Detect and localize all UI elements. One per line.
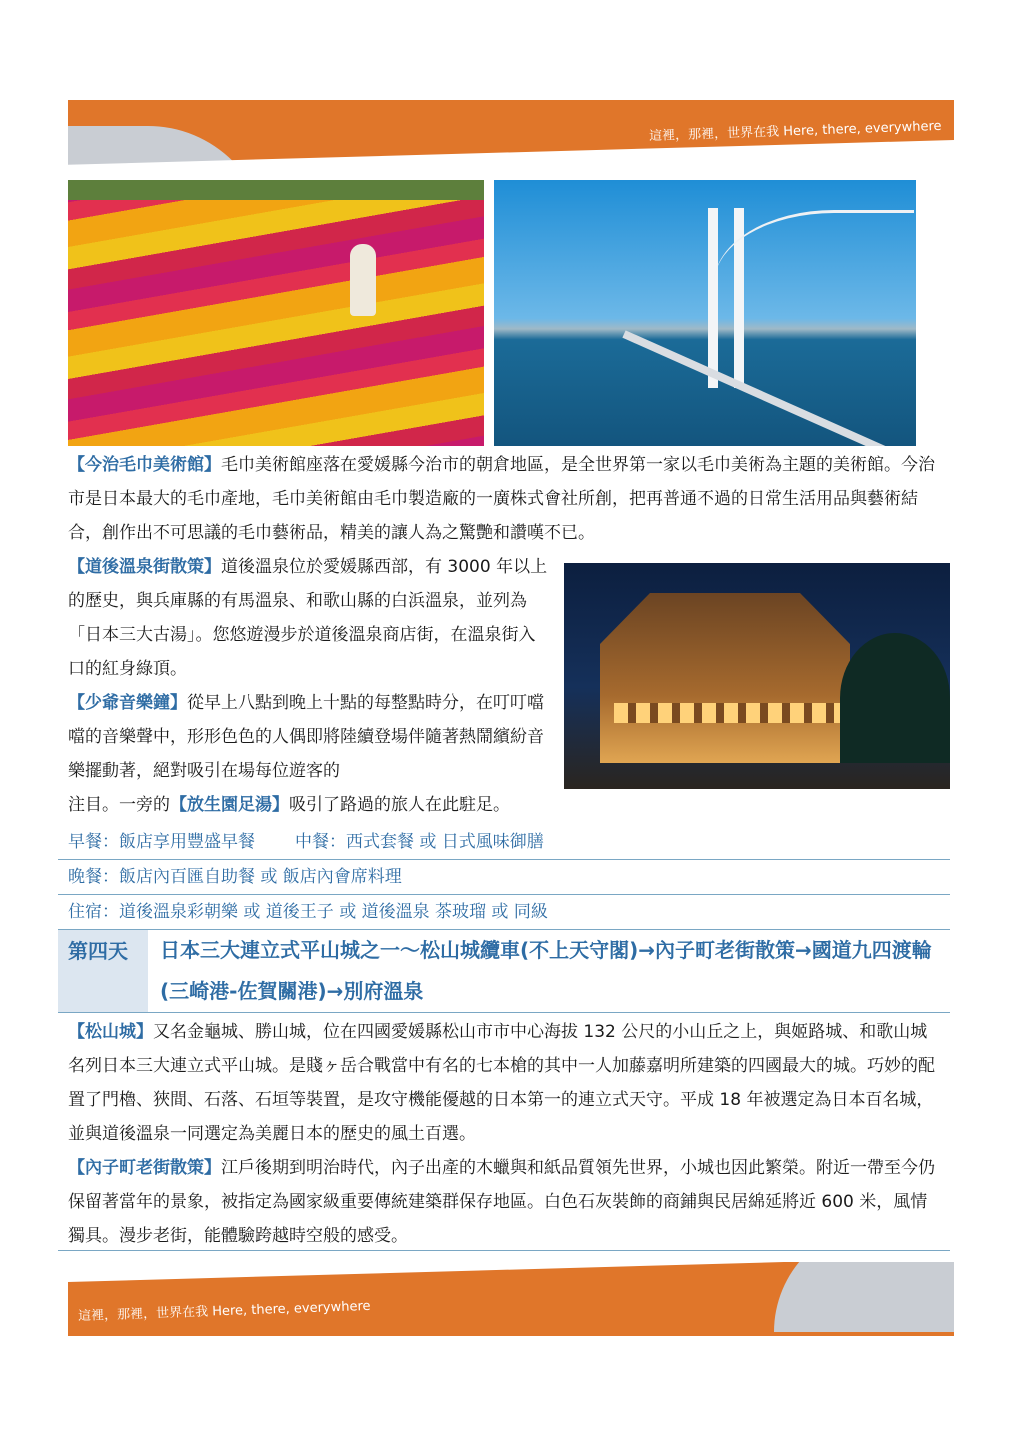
matsuyama-title: 【松山城】 (68, 1022, 153, 1042)
matsuyama-paragraph (68, 1015, 942, 1253)
breakfast: 早餐：飯店享用豐盛早餐 (68, 832, 255, 852)
botchan-clock-title: 【少爺音樂鐘】 (68, 693, 187, 713)
section-divider (58, 1250, 950, 1251)
day4-label: 第四天 (58, 930, 148, 1012)
botchan-clock-body: 從早上八點到晚上十點的每整點時分，在叮叮噹噹的音樂聲中，形形色色的人偶即將陸續登場伴隨著熱鬧繽紛音樂擺動著，絕對吸引在場每位遊客的 (68, 693, 544, 781)
header-tagline: 這裡，那裡，世界在我 Here, there, everywhere (649, 118, 943, 145)
footbath-paragraph (68, 788, 942, 822)
hotel: 住宿：道後溫泉彩朝樂 或 道後王子 或 道後溫泉 茶玻瑠 或 同級 (68, 902, 548, 922)
day4-header (58, 930, 950, 1013)
dogo-body: 道後溫泉位於愛媛縣西部，有 3000 年以上的歷史，與兵庫縣的有馬溫泉、和歌山縣的白浜溫泉，並列為「日本三大古湯」。您悠遊漫步於道後溫泉商店街，在溫泉街入口的紅身綠頂。 (68, 557, 548, 679)
towel-museum-title: 【今治毛巾美術館】 (68, 455, 221, 475)
dogo-paragraph (68, 550, 550, 788)
footer-grey-shape (774, 1262, 954, 1332)
towel-museum-paragraph (68, 448, 942, 550)
header-banner (68, 100, 954, 170)
towel-museum-flower-photo (68, 180, 484, 446)
footer-tagline: 這裡，那裡，世界在我 Here, there, everywhere (77, 1298, 371, 1325)
meal-row-1 (58, 825, 950, 860)
footbath-title: 【放生園足湯】 (170, 795, 289, 815)
lunch: 中餐：西式套餐 或 日式風味御膳 (295, 832, 544, 852)
hotel-row (58, 895, 950, 930)
footbath-pre: 注目。一旁的 (68, 795, 170, 815)
towel-museum-body: 毛巾美術館座落在愛媛縣今治市的朝倉地區，是全世界第一家以毛巾美術為主題的美術館。今治市是日本最大的毛巾產地，毛巾美術館由毛巾製造廠的一廣株式會社所創，把再普通不過的日常生活用品與藝術結合，創作出不可思議的毛巾藝術品，精美的讓人為之驚艷和讚嘆不已。 (68, 455, 935, 543)
day4-title: 日本三大連立式平山城之一～松山城纜車(不上天守閣)→內子町老街散策→國道九四渡輪(三崎港-佐賀關港)→別府溫泉 (160, 938, 932, 1003)
uchiko-body: 江戶後期到明治時代，內子出產的木蠟與和紙品質領先世界，小城也因此繁榮。附近一帶至今仍保留著當年的景象，被指定為國家級重要傳統建築群保存地區。白色石灰裝飾的商鋪與民居綿延將近 600 米，風情獨具。漫步老街，能體驗跨越時空般的感受。 (68, 1158, 935, 1246)
footbath-post: 吸引了路過的旅人在此駐足。 (289, 795, 510, 815)
matsuyama-body: 又名金龜城、勝山城，位在四國愛媛縣松山市市中心海拔 132 公尺的小山丘之上，與姬路城、和歌山城名列日本三大連立式平山城。是賤ヶ岳合戰當中有名的七本槍的其中一人加藤嘉明所建築的四國最大的城。巧妙的配置了門櫓、狹間、石落、石垣等裝置，是攻守機能優越的日本第一的連立式天守。平成 18 年被選定為日本百名城，並與道後溫泉一同選定為美麗日本的歷史的風土百選。 (68, 1022, 935, 1144)
meal-row-2 (58, 860, 950, 895)
uchiko-title: 【內子町老街散策】 (68, 1158, 221, 1178)
dogo-title: 【道後溫泉街散策】 (68, 557, 221, 577)
dogo-onsen-photo (564, 563, 950, 789)
footer-banner (68, 1262, 954, 1336)
kurushima-bridge-photo (494, 180, 916, 446)
dinner: 晚餐：飯店內百匯自助餐 或 飯店內會席料理 (68, 867, 402, 887)
